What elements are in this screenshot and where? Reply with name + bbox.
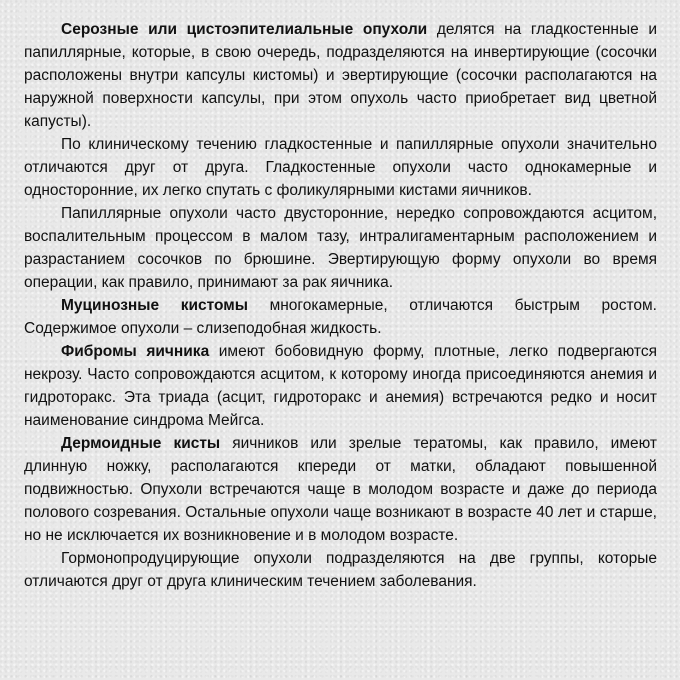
term-mucinous-cystomas: Муцинозные кистомы <box>61 297 248 314</box>
paragraph-text: многокамерные, отличаются быстрым ростом. Содержимое опухоли – слизеподобная жидкость. <box>24 297 657 337</box>
term-dermoid-cysts: Дермоидные кисты <box>61 435 221 452</box>
paragraph-hormone-producing <box>24 547 657 593</box>
paragraph-text: Гормонопродуцирующие опухоли подразделяются на две группы, которые отличаются друг от друга клиническим течением заболевания. <box>24 550 657 590</box>
paragraph-dermoid-cysts <box>24 432 657 547</box>
paragraph-mucinous-cystomas <box>24 294 657 340</box>
term-ovarian-fibromas: Фибромы яичника <box>61 343 210 360</box>
document-page <box>24 18 657 593</box>
paragraph-papillary-tumors <box>24 202 657 294</box>
paragraph-text: имеют бобовидную форму, плотные, легко подвергаются некрозу. Часто сопровождаются асцитом, к которому иногда присоединяются анемия и гидроторакс. Эта триада (асцит, гидроторакс и анемия) встречаются редко и носит наименование синдрома Мейгса. <box>24 343 657 429</box>
paragraph-text: яичников или зрелые тератомы, как правило, имеют длинную ножку, располагаются кпереди от матки, обладают повышенной подвижностью. Опухоли встречаются чаще в молодом возрасте и даже до периода полового созревания. Остальные опухоли чаще возникают в возрасте 40 лет и старше, но не исключается их возникновение и в молодом возрасте. <box>24 435 658 544</box>
paragraph-clinical-course <box>24 133 657 202</box>
paragraph-text: Папиллярные опухоли часто двусторонние, нередко сопровождаются асцитом, воспалительным процессом в малом тазу, интралигаментарным расположением и разрастанием сосочков по брюшине. Эвертирующую форму опухоли во время операции, как правило, принимают за рак яичника. <box>24 205 657 291</box>
paragraph-text: По клиническому течению гладкостенные и папиллярные опухоли значительно отличаются друг от друга. Гладкостенные опухоли часто однокамерные и односторонние, их легко спутать с фоликулярными кистами яичников. <box>24 136 657 199</box>
paragraph-serous-tumors <box>24 18 657 133</box>
paragraph-text: делятся на гладкостенные и папиллярные, которые, в свою очередь, подразделяются на инвертирующие (сосочки расположены внутри капсулы кистомы) и эвертирующие (сосочки располагаются на наружной поверхности капсулы, при этом опухоль часто приобретает вид цветной капусты). <box>24 21 657 130</box>
term-serous-tumors: Серозные или цистоэпителиальные опухоли <box>61 21 428 38</box>
paragraph-ovarian-fibromas <box>24 340 657 432</box>
